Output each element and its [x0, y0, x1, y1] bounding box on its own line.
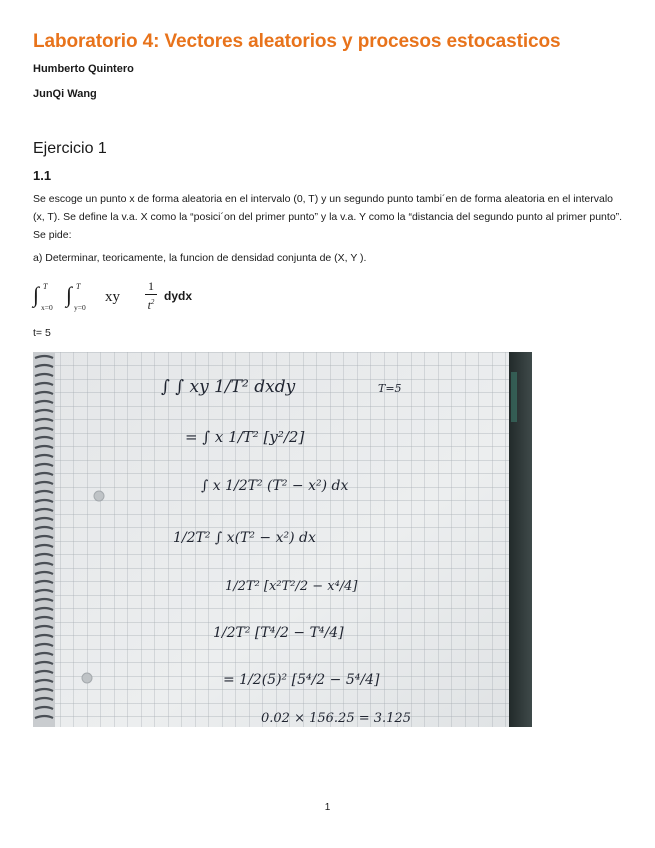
section-heading: Ejercicio 1 — [33, 140, 107, 157]
upper-limit: T — [43, 282, 48, 291]
handwritten-notebook-photo — [33, 352, 532, 727]
integral-sign: ∫ — [33, 282, 40, 307]
lower-limit: x=0 — [41, 303, 53, 312]
handwriting-line: 1/2T² ∫ x(T² − x²) dx — [173, 530, 316, 546]
handwriting-line: ∫ ∫ xy 1/T² dxdy — [161, 377, 296, 397]
lower-limit: y=0 — [74, 303, 86, 312]
fraction-bar — [145, 294, 157, 295]
fraction-numerator: 1 — [148, 279, 154, 293]
question-a: a) Determinar, teoricamente, la funcion de densidad conjunta de (X, Y ). — [33, 252, 367, 264]
integrand: xy — [105, 289, 120, 305]
handwriting-line: = 1/2(5)² [5⁴/2 − 5⁴/4] — [223, 672, 380, 688]
double-integral-formula — [33, 280, 333, 320]
differential: dydx — [164, 289, 193, 303]
author-name: JunQi Wang — [33, 88, 97, 100]
handwriting-line: 1/2T² [T⁴/2 − T⁴/4] — [213, 625, 344, 641]
problem-statement: Se escoge un punto x de forma aleatoria en el intervalo (0, T) y un segundo punto tambi´en de forma aleatoria en el intervalo (x, T). Se define la v.a. X como la “posici´on del primer punto” y la v.a. Y como la “distancia del segundo punto al primer punto”. Se pide: — [33, 193, 623, 241]
handwriting-line: ∫ x 1/2T² (T² − x²) dx — [201, 478, 349, 494]
integral-sign: ∫ — [66, 282, 73, 307]
document-title: Laboratorio 4: Vectores aleatorios y procesos estocasticos — [33, 31, 561, 52]
fraction-denominator: $t^2$ — [147, 298, 155, 312]
handwriting-line: = ∫ x 1/T² [y²/2] — [185, 428, 305, 446]
handwriting-note: T=5 — [378, 382, 402, 395]
fraction — [145, 280, 157, 312]
handwriting-line: 1/2T² [x²T²/2 − x⁴/4] — [225, 579, 358, 594]
page-number: 1 — [324, 802, 331, 813]
author-name: Humberto Quintero — [33, 63, 134, 75]
t-value: t= 5 — [33, 327, 51, 339]
handwriting-result: 0.02 × 156.25 = 3.125 — [261, 711, 411, 726]
subsection-heading: 1.1 — [33, 168, 52, 183]
upper-limit: T — [76, 282, 81, 291]
